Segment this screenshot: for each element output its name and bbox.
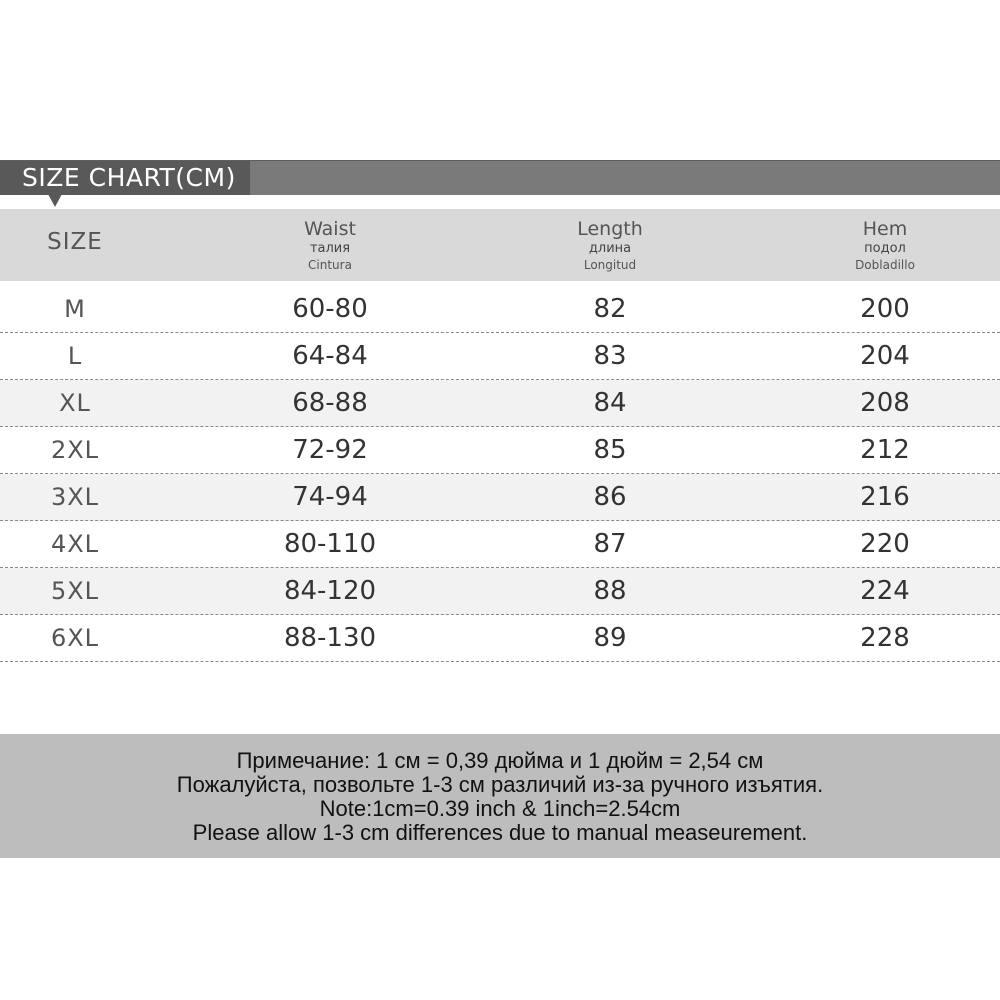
header-waist-en: Waist [304, 218, 356, 240]
length-cell: 86 [593, 482, 627, 512]
hem-cell: 200 [860, 294, 910, 324]
table-header [0, 209, 1000, 281]
note-line-en-conversion: Note:1cm=0.39 inch & 1inch=2.54cm [319, 796, 681, 821]
header-hem [745, 209, 1000, 281]
waist-cell: 64-84 [292, 341, 368, 371]
size-cell: L [67, 342, 83, 370]
note-line-ru-tolerance: Пожалуйста, позвольте 1-3 см различий из-за ручного изъятия. [176, 772, 824, 797]
length-cell: 85 [593, 435, 627, 465]
hem-cell: 204 [860, 341, 910, 371]
size-cell: XL [59, 389, 91, 417]
header-length-en: Length [577, 218, 643, 240]
waist-cell: 88-130 [283, 623, 377, 653]
header-length-es: Longitud [583, 258, 637, 272]
hem-cell: 212 [860, 435, 910, 465]
measurement-note [0, 734, 1000, 858]
length-cell: 84 [593, 388, 627, 418]
header-waist-ru: талия [309, 241, 351, 256]
table-row [0, 427, 1000, 474]
waist-cell: 68-88 [292, 388, 368, 418]
length-cell: 89 [593, 623, 627, 653]
hem-cell: 224 [860, 576, 910, 606]
table-body [0, 286, 1000, 662]
table-row [0, 474, 1000, 521]
hem-cell: 228 [860, 623, 910, 653]
size-cell: M [64, 295, 86, 323]
chart-title: SIZE CHART(CM) [0, 161, 250, 195]
note-line-en-tolerance: Please allow 1-3 cm differences due to manual measeurement. [192, 820, 808, 845]
title-pointer [48, 194, 62, 207]
size-cell: 3XL [50, 483, 100, 511]
length-cell: 88 [593, 576, 627, 606]
table-row [0, 521, 1000, 568]
title-bar [0, 160, 1000, 195]
header-hem-ru: подол [864, 241, 906, 256]
table-row [0, 380, 1000, 427]
waist-cell: 80-110 [283, 529, 377, 559]
waist-cell: 60-80 [292, 294, 368, 324]
waist-cell: 72-92 [292, 435, 368, 465]
header-length-ru: длина [588, 241, 632, 256]
header-hem-es: Dobladillo [855, 258, 915, 272]
size-cell: 6XL [50, 624, 100, 652]
header-size: SIZE [47, 229, 103, 255]
length-cell: 83 [593, 341, 627, 371]
header-hem-en: Hem [862, 218, 908, 240]
length-cell: 82 [593, 294, 627, 324]
table-row [0, 568, 1000, 615]
table-row [0, 286, 1000, 333]
note-line-ru-conversion: Примечание: 1 см = 0,39 дюйма и 1 дюйм = 2,54 см [236, 748, 764, 773]
waist-cell: 74-94 [292, 482, 368, 512]
waist-cell: 84-120 [283, 576, 377, 606]
length-cell: 87 [593, 529, 627, 559]
hem-cell: 220 [860, 529, 910, 559]
header-waist [190, 209, 470, 281]
hem-cell: 216 [860, 482, 910, 512]
size-cell: 4XL [50, 530, 100, 558]
header-length [470, 209, 750, 281]
header-waist-es: Cintura [308, 258, 352, 272]
size-cell: 2XL [50, 436, 100, 464]
size-cell: 5XL [50, 577, 100, 605]
hem-cell: 208 [860, 388, 910, 418]
table-row [0, 615, 1000, 662]
table-row [0, 333, 1000, 380]
